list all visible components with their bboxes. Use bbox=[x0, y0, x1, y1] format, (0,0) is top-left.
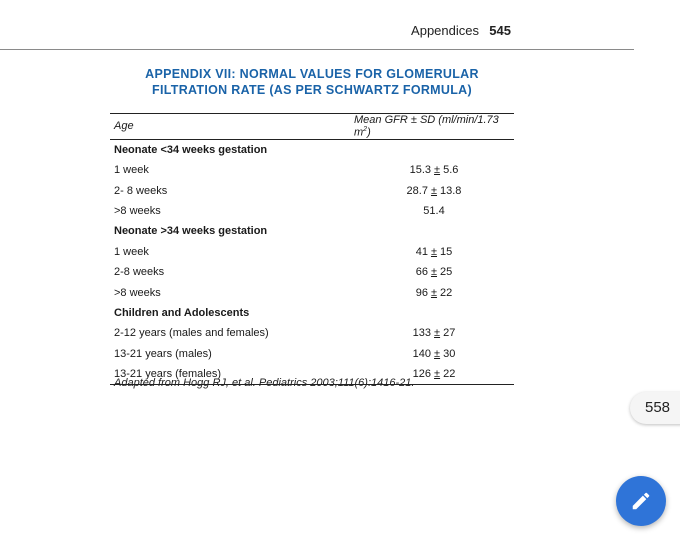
age-cell: 13-21 years (females) bbox=[110, 364, 354, 385]
age-cell: 13-21 years (males) bbox=[114, 347, 212, 360]
plus-minus-symbol: ± bbox=[430, 245, 438, 258]
gfr-table bbox=[110, 113, 514, 385]
table-group-row bbox=[110, 303, 514, 323]
group-heading: Children and Adolescents bbox=[114, 306, 250, 319]
gfr-mean: 15.3 bbox=[409, 164, 432, 177]
age-cell: 2- 8 weeks bbox=[114, 184, 168, 197]
age-cell: 1 week bbox=[114, 164, 149, 177]
table-row bbox=[110, 180, 514, 200]
gfr-value-cell bbox=[354, 262, 514, 282]
edit-fab-button[interactable] bbox=[616, 476, 666, 526]
column-header-gfr-text: Mean GFR ± SD (ml/min/1.73 m bbox=[354, 114, 499, 139]
gfr-value-cell bbox=[354, 242, 514, 262]
header-section-title: Appendices bbox=[411, 23, 479, 38]
pencil-icon bbox=[630, 490, 652, 512]
gfr-sd: 5.6 bbox=[443, 164, 459, 177]
table-row bbox=[110, 344, 514, 364]
table-row bbox=[110, 262, 514, 282]
column-header-gfr-superscript: 2 bbox=[363, 126, 368, 133]
table-group-row bbox=[110, 139, 514, 160]
group-heading: Neonate <34 weeks gestation bbox=[114, 143, 268, 156]
plus-minus-symbol: ± bbox=[430, 184, 438, 197]
page-header bbox=[0, 0, 634, 50]
table-row bbox=[110, 242, 514, 262]
appendix-title-line-2: FILTRATION RATE (AS PER SCHWARTZ FORMULA) bbox=[152, 83, 472, 97]
gfr-mean: 28.7 bbox=[406, 184, 428, 197]
gfr-sd: 25 bbox=[440, 266, 453, 279]
gfr-sd: 30 bbox=[443, 347, 456, 360]
plus-minus-symbol: ± bbox=[434, 327, 441, 340]
gfr-mean: 140 bbox=[412, 347, 432, 360]
table-header-row bbox=[110, 114, 514, 140]
column-header-gfr bbox=[354, 114, 514, 140]
plus-minus-symbol: ± bbox=[434, 164, 441, 177]
table-row bbox=[110, 160, 514, 180]
table-source-note: Adapted from Hogg RJ, et al. Pediatrics 2003;111(6):1416-21. bbox=[114, 377, 415, 389]
column-header-age: Age bbox=[110, 114, 354, 140]
age-cell: 2-12 years (males and females) bbox=[114, 327, 269, 340]
group-heading: Neonate >34 weeks gestation bbox=[114, 225, 268, 238]
gfr-mean: 66 bbox=[415, 266, 428, 279]
appendix-title bbox=[110, 66, 514, 98]
gfr-mean: 96 bbox=[415, 286, 428, 299]
gfr-value-cell bbox=[354, 201, 514, 221]
table-row bbox=[110, 282, 514, 302]
table-group-row bbox=[110, 221, 514, 241]
gfr-sd: 22 bbox=[443, 368, 456, 381]
plus-minus-symbol: ± bbox=[434, 368, 441, 381]
table-row bbox=[110, 323, 514, 343]
gfr-sd: 22 bbox=[440, 286, 453, 299]
age-cell: >8 weeks bbox=[114, 286, 161, 299]
gfr-mean: 126 bbox=[412, 368, 432, 381]
gfr-value-cell bbox=[354, 282, 514, 302]
gfr-mean: 41 bbox=[415, 245, 428, 258]
gfr-value-cell bbox=[354, 344, 514, 364]
page-indicator[interactable]: 558 bbox=[630, 392, 680, 424]
column-header-gfr-close: ) bbox=[367, 126, 371, 139]
plus-minus-symbol: ± bbox=[434, 347, 441, 360]
age-cell: 2-8 weeks bbox=[114, 266, 165, 279]
gfr-sd: 13.8 bbox=[440, 184, 462, 197]
age-cell: >8 weeks bbox=[114, 205, 161, 218]
gfr-sd: 27 bbox=[443, 327, 456, 340]
age-cell: 1 week bbox=[114, 245, 149, 258]
plus-minus-symbol: ± bbox=[430, 286, 438, 299]
gfr-value-cell bbox=[354, 323, 514, 343]
gfr-sd: 15 bbox=[440, 245, 453, 258]
plus-minus-symbol: ± bbox=[430, 266, 438, 279]
gfr-mean: 133 bbox=[412, 327, 432, 340]
table-row bbox=[110, 201, 514, 221]
appendix-title-line-1: APPENDIX VII: NORMAL VALUES FOR GLOMERULAR bbox=[145, 67, 479, 81]
gfr-value-cell bbox=[354, 160, 514, 180]
gfr-value: 51.4 bbox=[423, 205, 445, 218]
header-page-number: 545 bbox=[489, 23, 511, 38]
gfr-value-cell bbox=[354, 180, 514, 200]
